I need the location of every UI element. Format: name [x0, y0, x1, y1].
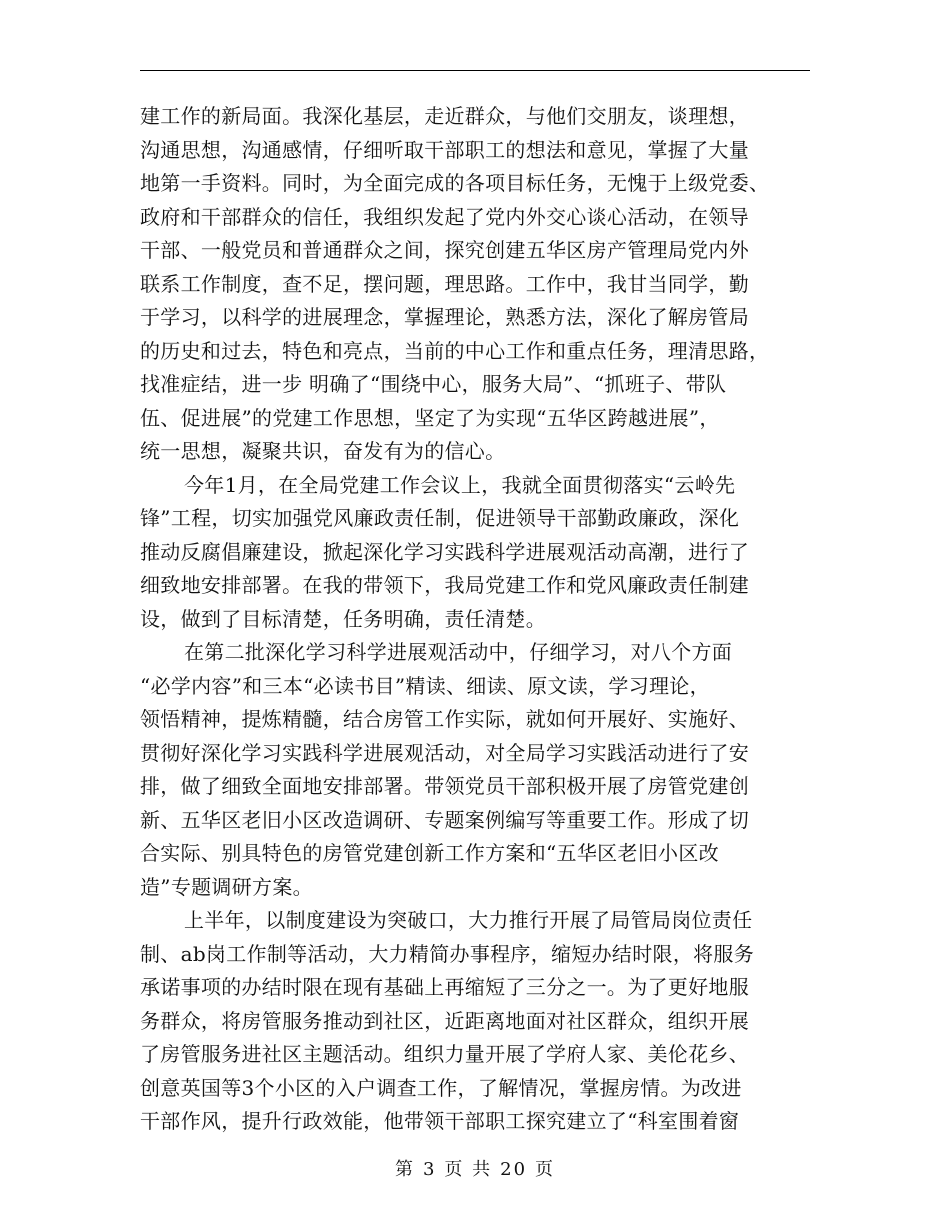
paragraph: [140, 904, 810, 1139]
text-line: 建工作的新局面。我深化基层，走近群众，与他们交朋友，谈理想，: [140, 104, 749, 128]
text-line: 贯彻好深化学习实践科学进展观活动，对全局学习实践活动进行了安: [140, 740, 749, 765]
text-line: 找准症结，进一步 明确了“围绕中心，服务大局”、“抓班子、带队: [140, 372, 727, 396]
text-line: 承诺事项的办结时限在现有基础上再缩短了三分之一。为了更好地服: [140, 975, 749, 999]
text-line: 联系工作制度，查不足，摆问题，理思路。工作中，我甘当同学，勤: [140, 271, 749, 296]
text-line: 新、五华区老旧小区改造调研、专题案例编写等重要工作。形成了切: [140, 807, 749, 832]
document-body: [140, 100, 810, 1139]
text-line: 政府和干部群众的信任，我组织发起了党内外交心谈心活动，在领导: [140, 204, 749, 229]
text-line: 沟通思想，沟通感情，仔细听取干部职工的想法和意见，掌握了大量: [140, 137, 749, 162]
text-line: 在第二批深化学习科学进展观活动中，仔细学习，对八个方面: [184, 640, 733, 664]
text-line: 统一思想，凝聚共识，奋发有为的信心。: [140, 439, 506, 463]
text-line: 于学习，以科学的进展理念，掌握理论，熟悉方法，深化了解房管局: [140, 305, 749, 329]
text-line: 锋”工程，切实加强党风廉政责任制，促进领导干部勤政廉政，深化: [140, 506, 740, 530]
text-line: 的历史和过去，特色和亮点，当前的中心工作和重点任务，理清思路，: [140, 338, 770, 363]
header-rule: [140, 70, 810, 71]
paragraph: [140, 469, 810, 637]
paragraph: [140, 636, 810, 904]
footer-current-page: 3: [422, 1159, 437, 1180]
text-line: 排，做了细致全面地安排部署。带领党员干部积极开展了房管党建创: [140, 774, 749, 798]
page-footer: [0, 1155, 950, 1181]
text-line: 设，做到了目标清楚，任务明确，责任清楚。: [140, 606, 546, 631]
text-line: 伍、促进展”的党建工作思想，坚定了为实现“五华区跨越进展”，: [140, 405, 720, 430]
text-line: 了房管服务进社区主题活动。组织力量开展了学府人家、美伦花乡、: [140, 1042, 749, 1066]
text-line: 领悟精神，提炼精髓，结合房管工作实际，就如何开展好、实施好、: [140, 707, 749, 731]
footer-suffix: 页: [535, 1159, 556, 1180]
footer-middle: 页 共: [444, 1159, 493, 1180]
paragraph: [140, 100, 810, 469]
text-line: 推动反腐倡廉建设，掀起深化学习实践科学进展观活动高潮，进行了: [140, 539, 749, 564]
text-line: 上半年，以制度建设为突破口，大力推行开展了局管局岗位责任: [184, 908, 753, 932]
footer-prefix: 第: [394, 1159, 415, 1180]
text-line: “必学内容”和三本“必读书目”精读、细读、原文读，学习理论，: [140, 673, 710, 698]
text-line: 细致地安排部署。在我的带领下，我局党建工作和党风廉政责任制建: [140, 573, 749, 597]
text-line: 制、ab岗工作制等活动，大力精简办事程序，缩短办结时限，将服务: [140, 941, 755, 966]
text-line: 干部、一般党员和普通群众之间，探究创建五华区房产管理局党内外: [140, 238, 749, 262]
text-line: 今年1月，在全局党建工作会议上，我就全面贯彻落实“云岭先: [184, 472, 736, 497]
footer-total-pages: 20: [500, 1159, 528, 1180]
text-line: 合实际、别具特色的房管党建创新工作方案和“五华区老旧小区改: [140, 841, 719, 865]
text-line: 干部作风，提升行政效能，他带领干部职工探究建立了“科室围着窗: [140, 1109, 740, 1133]
text-line: 创意英国等3个小区的入户调查工作，了解情况，掌握房情。为改进: [140, 1075, 742, 1100]
text-line: 务群众，将房管服务推动到社区，近距离地面对社区群众，组织开展: [140, 1008, 749, 1033]
text-line: 造”专题调研方案。: [140, 874, 313, 899]
text-line: 地第一手资料。同时，为全面完成的各项目标任务，无愧于上级党委、: [140, 171, 770, 195]
